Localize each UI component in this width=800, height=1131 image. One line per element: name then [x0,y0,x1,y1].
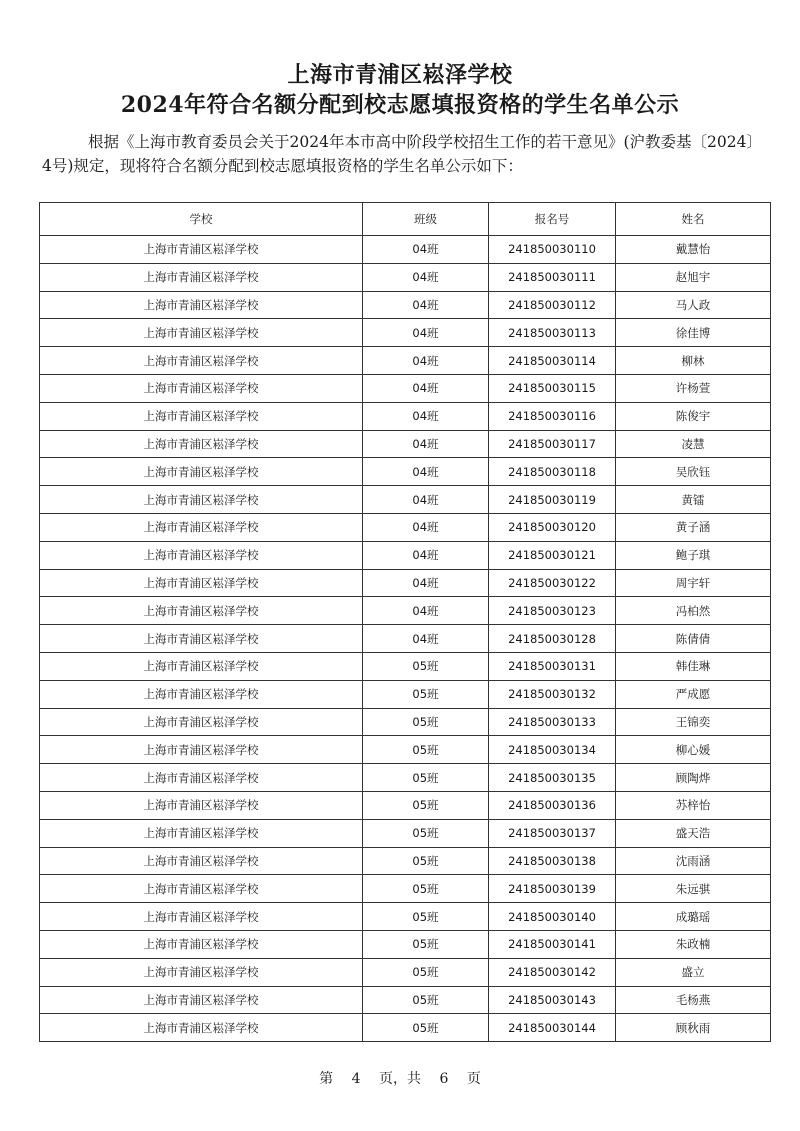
cell-registration-number: 241850030136 [489,791,616,819]
cell-class: 05班 [363,958,489,986]
cell-name: 陈倩倩 [616,625,771,653]
cell-school: 上海市青浦区崧泽学校 [40,430,363,458]
cell-class: 04班 [363,374,489,402]
table-header-row [40,203,771,236]
cell-school: 上海市青浦区崧泽学校 [40,625,363,653]
table-row [40,486,771,514]
cell-registration-number: 241850030139 [489,875,616,903]
cell-class: 04班 [363,263,489,291]
cell-name: 柳林 [616,347,771,375]
cell-school: 上海市青浦区崧泽学校 [40,736,363,764]
cell-registration-number: 241850030143 [489,986,616,1014]
cell-name: 顾陶烨 [616,764,771,792]
cell-class: 04班 [363,430,489,458]
cell-registration-number: 241850030140 [489,903,616,931]
cell-class: 05班 [363,708,489,736]
table-row [40,652,771,680]
cell-name: 朱远骐 [616,875,771,903]
cell-school: 上海市青浦区崧泽学校 [40,680,363,708]
cell-class: 04班 [363,458,489,486]
table-row [40,402,771,430]
table-row [40,875,771,903]
cell-name: 沈雨涵 [616,847,771,875]
cell-registration-number: 241850030132 [489,680,616,708]
cell-name: 韩佳琳 [616,652,771,680]
cell-registration-number: 241850030110 [489,236,616,264]
table-row [40,263,771,291]
header-class: 班级 [363,203,489,236]
cell-name: 盛立 [616,958,771,986]
cell-school: 上海市青浦区崧泽学校 [40,903,363,931]
table-row [40,374,771,402]
cell-class: 04班 [363,569,489,597]
footer-total-pages: 6 [439,1071,449,1087]
table-row [40,625,771,653]
cell-registration-number: 241850030122 [489,569,616,597]
cell-school: 上海市青浦区崧泽学校 [40,875,363,903]
cell-name: 冯柏然 [616,597,771,625]
student-list-table [39,202,771,1042]
cell-name: 王锦奕 [616,708,771,736]
document-subtitle: 2024年符合名额分配到校志愿填报资格的学生名单公示 [120,92,680,118]
table-row [40,986,771,1014]
cell-name: 盛天浩 [616,819,771,847]
cell-registration-number: 241850030117 [489,430,616,458]
table-row [40,1014,771,1042]
cell-name: 严成愿 [616,680,771,708]
cell-name: 毛杨燕 [616,986,771,1014]
cell-registration-number: 241850030138 [489,847,616,875]
cell-class: 04班 [363,402,489,430]
cell-class: 04班 [363,347,489,375]
footer-mid: 页，共 [379,1071,421,1087]
cell-school: 上海市青浦区崧泽学校 [40,986,363,1014]
table-row [40,347,771,375]
cell-class: 05班 [363,903,489,931]
table-row [40,291,771,319]
cell-class: 05班 [363,875,489,903]
cell-registration-number: 241850030111 [489,263,616,291]
cell-school: 上海市青浦区崧泽学校 [40,374,363,402]
cell-school: 上海市青浦区崧泽学校 [40,236,363,264]
cell-class: 04班 [363,541,489,569]
cell-class: 04班 [363,513,489,541]
cell-registration-number: 241850030120 [489,513,616,541]
table-row [40,513,771,541]
cell-school: 上海市青浦区崧泽学校 [40,764,363,792]
cell-registration-number: 241850030128 [489,625,616,653]
cell-registration-number: 241850030131 [489,652,616,680]
cell-school: 上海市青浦区崧泽学校 [40,486,363,514]
cell-name: 鲍子琪 [616,541,771,569]
cell-name: 凌慧 [616,430,771,458]
cell-registration-number: 241850030141 [489,930,616,958]
header-registration-number: 报名号 [489,203,616,236]
cell-school: 上海市青浦区崧泽学校 [40,791,363,819]
table-row [40,680,771,708]
cell-school: 上海市青浦区崧泽学校 [40,458,363,486]
cell-name: 赵旭宇 [616,263,771,291]
cell-school: 上海市青浦区崧泽学校 [40,958,363,986]
intro-paragraph: 根据《上海市教育委员会关于2024年本市高中阶段学校招生工作的若干意见》(沪教委基〔2024〕4号)规定，现将符合名额分配到校志愿填报资格的学生名单公示如下： [42,133,755,175]
cell-school: 上海市青浦区崧泽学校 [40,291,363,319]
cell-name: 吴欣钰 [616,458,771,486]
cell-school: 上海市青浦区崧泽学校 [40,1014,363,1042]
cell-class: 04班 [363,236,489,264]
page-footer [0,1068,800,1088]
cell-school: 上海市青浦区崧泽学校 [40,513,363,541]
cell-school: 上海市青浦区崧泽学校 [40,569,363,597]
cell-registration-number: 241850030118 [489,458,616,486]
cell-name: 马人政 [616,291,771,319]
cell-school: 上海市青浦区崧泽学校 [40,708,363,736]
table-row [40,847,771,875]
header-name: 姓名 [616,203,771,236]
cell-name: 黄子涵 [616,513,771,541]
cell-name: 黄镭 [616,486,771,514]
cell-class: 05班 [363,764,489,792]
cell-class: 05班 [363,986,489,1014]
cell-name: 苏梓怡 [616,791,771,819]
table-row [40,736,771,764]
table-row [40,708,771,736]
cell-school: 上海市青浦区崧泽学校 [40,847,363,875]
cell-school: 上海市青浦区崧泽学校 [40,652,363,680]
cell-school: 上海市青浦区崧泽学校 [40,263,363,291]
table-row [40,458,771,486]
cell-registration-number: 241850030121 [489,541,616,569]
cell-class: 05班 [363,652,489,680]
table-row [40,319,771,347]
cell-name: 徐佳博 [616,319,771,347]
cell-name: 周宇轩 [616,569,771,597]
cell-registration-number: 241850030134 [489,736,616,764]
cell-class: 04班 [363,625,489,653]
table-row [40,764,771,792]
cell-name: 柳心媛 [616,736,771,764]
cell-class: 04班 [363,319,489,347]
table-row [40,430,771,458]
table-row [40,930,771,958]
cell-class: 05班 [363,819,489,847]
table-row [40,597,771,625]
cell-registration-number: 241850030144 [489,1014,616,1042]
cell-class: 05班 [363,680,489,708]
cell-registration-number: 241850030123 [489,597,616,625]
table-row [40,569,771,597]
cell-registration-number: 241850030133 [489,708,616,736]
cell-school: 上海市青浦区崧泽学校 [40,597,363,625]
cell-school: 上海市青浦区崧泽学校 [40,819,363,847]
cell-class: 04班 [363,486,489,514]
header-school: 学校 [40,203,363,236]
cell-school: 上海市青浦区崧泽学校 [40,347,363,375]
cell-name: 成璐瑶 [616,903,771,931]
cell-name: 顾秋雨 [616,1014,771,1042]
cell-school: 上海市青浦区崧泽学校 [40,319,363,347]
cell-registration-number: 241850030137 [489,819,616,847]
table-body [40,236,771,1042]
table-row [40,236,771,264]
cell-class: 04班 [363,291,489,319]
footer-suffix: 页 [466,1071,481,1087]
cell-class: 05班 [363,791,489,819]
cell-class: 04班 [363,597,489,625]
table-row [40,541,771,569]
cell-registration-number: 241850030113 [489,319,616,347]
cell-registration-number: 241850030116 [489,402,616,430]
cell-registration-number: 241850030114 [489,347,616,375]
cell-registration-number: 241850030119 [489,486,616,514]
cell-registration-number: 241850030112 [489,291,616,319]
footer-page-number: 4 [351,1071,361,1087]
cell-class: 05班 [363,847,489,875]
table-row [40,958,771,986]
table-row [40,903,771,931]
table-row [40,819,771,847]
cell-school: 上海市青浦区崧泽学校 [40,541,363,569]
cell-name: 许杨萱 [616,374,771,402]
cell-name: 戴慧怡 [616,236,771,264]
cell-name: 朱政楠 [616,930,771,958]
cell-class: 05班 [363,930,489,958]
footer-prefix: 第 [319,1071,334,1087]
cell-class: 05班 [363,736,489,764]
cell-name: 陈俊宇 [616,402,771,430]
cell-registration-number: 241850030115 [489,374,616,402]
cell-registration-number: 241850030142 [489,958,616,986]
cell-school: 上海市青浦区崧泽学校 [40,930,363,958]
cell-school: 上海市青浦区崧泽学校 [40,402,363,430]
cell-class: 05班 [363,1014,489,1042]
cell-registration-number: 241850030135 [489,764,616,792]
table-row [40,791,771,819]
document-title: 上海市青浦区崧泽学校 [287,62,513,88]
